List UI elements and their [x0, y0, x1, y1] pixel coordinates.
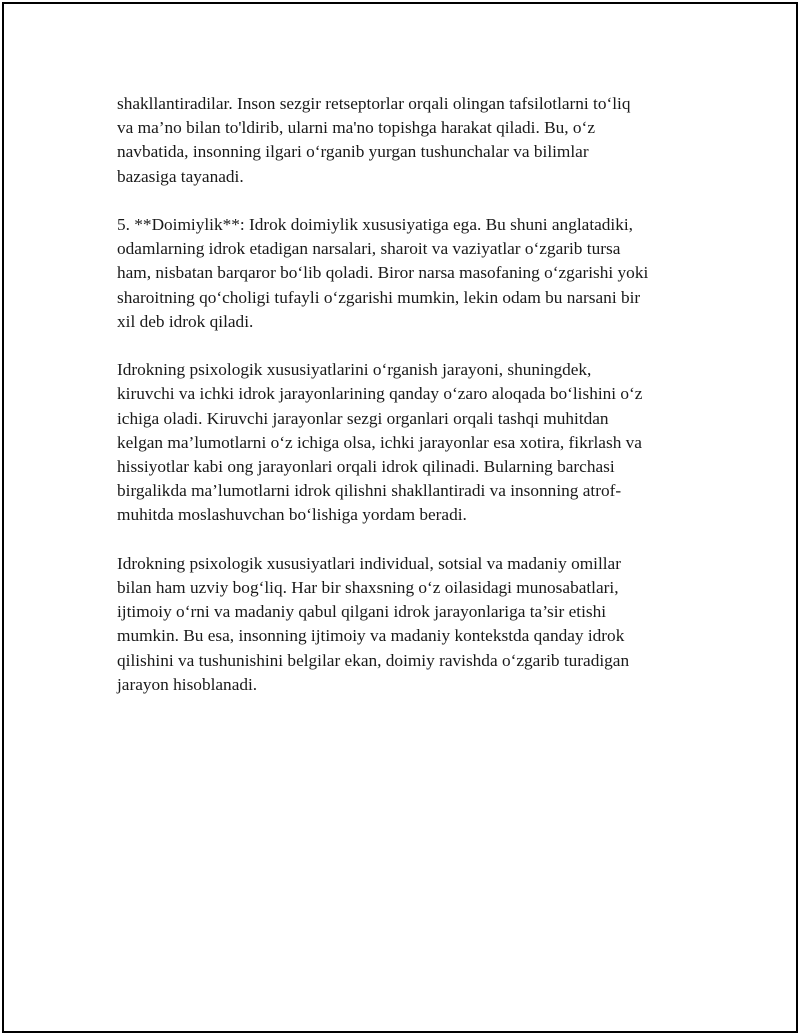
paragraph-2: 5. **Doimiylik**: Idrok doimiylik xususiyatiga ega. Bu shuni anglatadiki, odamlarning idrok etadigan narsalari, sharoit va vaziyatlar o‘zgarib tursa ham, nisbatan barqaror bo‘lib qoladi. Biror narsa masofaning o‘zgarishi yoki sharoitning qo‘choligi tufayli o‘zgarishi mumkin, lekin odam bu narsani bir xil deb idrok qiladi.	[117, 215, 649, 331]
paragraph-1: shakllantiradilar. Inson sezgir retseptorlar orqali olingan tafsilotlarni to‘liq va ma’no bilan to'ldirib, ularni ma'no topishga harakat qiladi. Bu, o‘z navbatida, insonning ilgari o‘rganib yurgan tushunchalar va bilimlar bazasiga tayanadi.	[117, 94, 631, 186]
paragraph-4: Idrokning psixologik xususiyatlari individual, sotsial va madaniy omillar bilan ham uzviy bog‘liq. Har bir shaxsning o‘z oilasidagi munosabatlari, ijtimoiy o‘rni va madaniy qabul qilgani idrok jarayonlariga ta’sir etishi mumkin. Bu esa, insonning ijtimoiy va madaniy kontekstda qanday idrok qilishini va tushunishini belgilar ekan, doimiy ravishda o‘zgarib turadigan jarayon hisoblanadi.	[117, 553, 630, 694]
document-body	[117, 92, 697, 721]
paragraph-3: Idrokning psixologik xususiyatlarini o‘rganish jarayoni, shuningdek, kiruvchi va ichki idrok jarayonlarining qanday o‘zaro aloqada bo‘lishini o‘z ichiga oladi. Kiruvchi jarayonlar sezgi organlari orqali tashqi muhitdan kelgan ma’lumotlarni o‘z ichiga olsa, ichki jarayonlar esa xotira, fikrlash va hissiyotlar kabi ong jarayonlari orqali idrok qilinadi. Bularning barchasi birgalikda ma’lumotlarni idrok qilishni shakllantiradi va insonning atrof- muhitda moslashuvchan bo‘lishiga yordam beradi.	[117, 360, 643, 525]
